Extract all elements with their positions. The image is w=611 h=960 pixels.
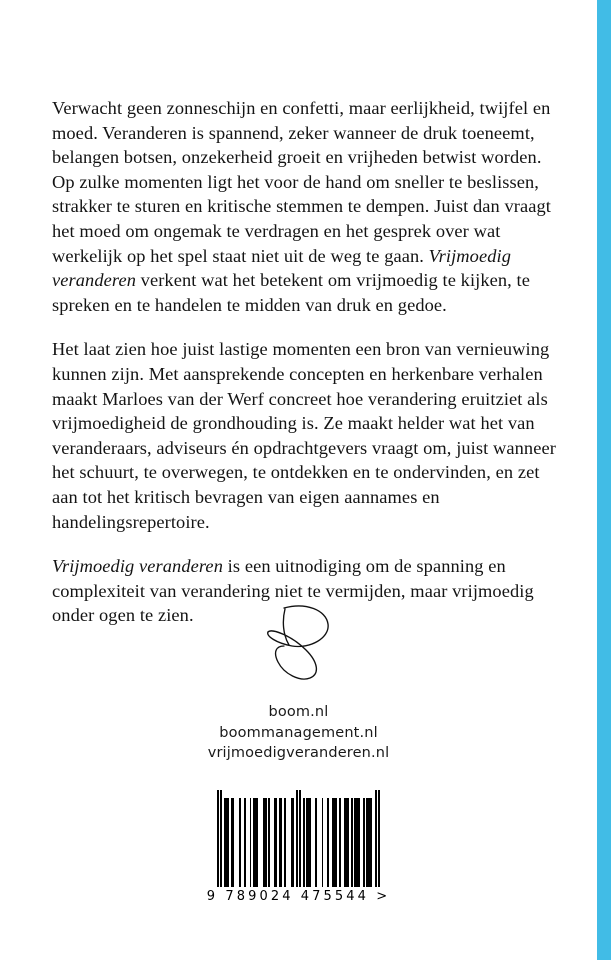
blurb-paragraph-2 (52, 337, 564, 534)
barcode-bar (378, 790, 380, 887)
blurb-text-run: is een uitnodiging om de spanning en complexiteit van verandering niet te vermijden, maar vrijmoedig onder ogen te zien. (52, 556, 534, 626)
barcode-bars (217, 790, 380, 887)
book-title-italic: Vrijmoedig veranderen (52, 245, 511, 291)
website-line-boom[interactable]: boom.nl (268, 704, 329, 720)
barcode-digits: 9 789024 475544 > (206, 889, 391, 904)
back-cover-blurb (52, 96, 564, 628)
blurb-text-run: verkent wat het betekent om vrijmoedig te kijken, te spreken en te handelen te midden van druk en gedoe. (52, 270, 531, 315)
blurb-text-run: Het laat zien hoe juist lastige momenten een bron van vernieuwing kunnen zijn. Met aansprekende concepten en herkenbare verhalen maakt Marloes van der Werf concreet hoe verandering eruitziet als vrijmoedigheid de grondhouding is. Ze maakt helder wat het van veranderaars, adviseurs én opdrachtgevers vraagt om, juist wanneer het schuurt, te overwegen, te ontdekken en te ondervinden, en zet aan tot het kritisch bevragen van eigen aannames en handelingsrepertoire. (52, 339, 556, 532)
blurb-paragraph-1 (52, 96, 564, 317)
website-line-vrijmoedigveranderen[interactable]: vrijmoedigveranderen.nl (207, 745, 390, 761)
isbn-barcode (0, 790, 597, 904)
spine-color-strip (597, 0, 611, 960)
boom-flourish-logo-icon (262, 602, 336, 682)
blurb-text-run: Verwacht geen zonneschijn en confetti, maar eerlijkheid, twijfel en moed. Veranderen is spannend, zeker wanneer de druk toeneemt, belangen botsen, onzekerheid groeit en vrijheden betwist worden. Op zulke momenten ligt het voor de hand om sneller te beslissen, strakker te sturen en kritische stemmen te dempen. Juist dan vraagt het moed om ongemak te verdragen en het gesprek over wat werkelijk op het spel staat niet uit de weg te gaan. (52, 98, 551, 266)
book-title-italic: Vrijmoedig veranderen (52, 556, 223, 577)
publisher-websites (0, 702, 597, 764)
website-line-boommanagement[interactable]: boommanagement.nl (219, 724, 378, 741)
publisher-mark (0, 602, 597, 682)
